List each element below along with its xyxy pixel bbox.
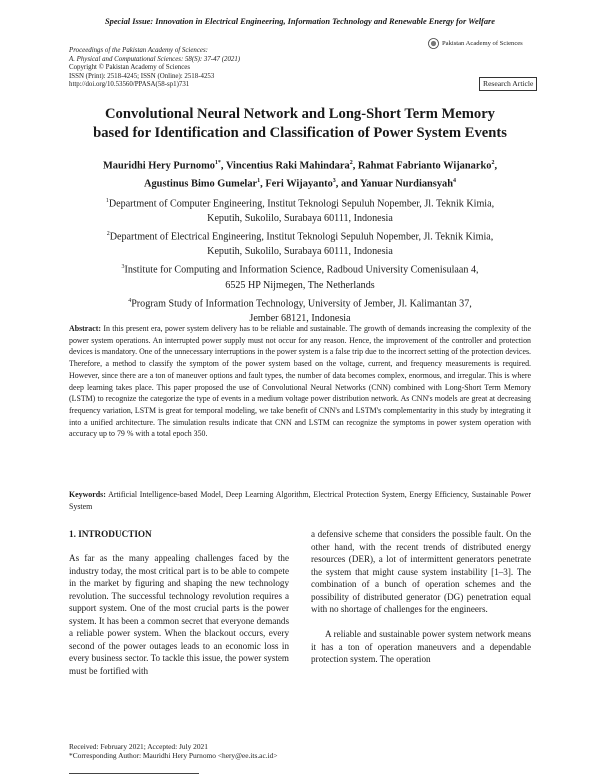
author-sup: 1* [214,160,221,166]
title-line-1: Convolutional Neural Network and Long-Short Term Memory [105,106,495,122]
intro-column-right [311,528,531,666]
keywords-label: Keywords: [69,490,106,499]
intro-column-left: As far as the many appealing challenges faced by the industry today, the most critical part is to be able to compete in the market by figuring and shaping the new technology revolution. The successful technology revolution requires a support system. One of the most crucial parts is the power system. It has been a common secret that everyone demands a reliable power system. When the blackout occurs, every second of the power outages leads to an economic loss in every business sector. To tackle this issue, the power system must be fortified with [69,553,289,676]
affiliation-line: $^1$Department of Computer Engineering, Institut Teknologi Sepuluh Nopember, Jl. Teknik Kimia, [105,198,495,210]
corresponding-author: *Corresponding Author: Mauridhi Hery Purnomo <hery@ee.its.ac.id> [69,751,278,761]
author-list: Mauridhi Hery Purnomo$^{1*}$, Vincentius Raki Mahindara$^2$, Rahmat Fabrianto Wijanarko$^2$, Agustinus Bimo Gumelar$^1$, Feri Wijayanto$^3$, and Yanuar Nurdiansyah$^4$ [102,160,498,190]
abstract-text: In this present era, power system delivery has to be reliable and sustainable. The growth of demands increasing the complexity of the power system operations. An interrupted power supply must not occur for any reason. Hence, the improvement of the controller and protection devices is mandatory. One of the unnecessary interruptions in the power system is a false trip due to the incorrect setting of the protection devices. Therefore, a method to classify the symptom of the power system based on the voltage, current, and frequency measurements is required. However, since there are a ton of maneuver options and fault types, the number of data becomes complex, enormous, and irregular. This is where deep learning takes place. This paper proposed the use of Convolutional Neural Networks (CNN) combined with Long-Short Term Memory (LSTM) to recognize the categorize the type of events in a medium voltage power distribution network. As CNN's models are great at decreasing frequency variation, LSTM is great for temporal modeling, we take benefit of CNN's and LSTM's complementarity in this study by integrating it into a unified architecture. The simulation results indicate that CNN and LSTM can recognize the symptoms in power system operation with accuracy up to 79 % with a total epoch 350. [69,324,531,439]
article-type-badge: Research Article [479,77,537,91]
affiliation-line: $^4$Program Study of Information Technology, University of Jember, Jl. Kalimantan 37, [128,297,472,309]
author-name: Yanuar Nurdiansyah [359,178,454,190]
author-sup: 2 [349,160,353,166]
affiliations [60,194,540,327]
author-name: Agustinus Bimo Gumelar [143,178,258,190]
issn-line: ISSN (Print): 2518-4245; ISSN (Online): 2518-4253 [69,72,215,80]
author-name: Rahmat Fabrianto Wijanarko [357,160,492,172]
author-name: Mauridhi Hery Purnomo [102,160,215,172]
author-sup: 2 [491,160,495,166]
affiliation-line: $^2$Department of Electrical Engineering, Institut Teknologi Sepuluh Nopember, Jl. Teknik Kimia, [106,231,494,243]
proceedings-line2: A. Physical and Computational Sciences: 58(S): 37-47 (2021) [69,55,241,63]
paper-title [60,105,540,143]
keywords-text: Artificial Intelligence-based Model, Deep Learning Algorithm, Electrical Protection System, Energy Efficiency, Sustainable Power System [69,490,531,511]
paragraph: A reliable and sustainable power system network means it has a ton of operation maneuvers and a dependable protection system. The operation [311,629,531,664]
affiliation-line: $^3$Institute for Computing and Information Science, Radboud University Comenisulaan 4, [121,264,479,276]
affiliation-line: Jember 68121, Indonesia [249,312,351,324]
affiliation-line: 6525 HP Nijmegen, The Netherlands [225,279,375,291]
title-line-2: based for Identification and Classification of Power System Events [93,125,507,141]
received-line: Received: February 2021; Accepted: July 2021 [69,742,208,751]
academy-name: Pakistan Academy of Sciences [442,40,523,47]
special-issue-banner: Special Issue: Innovation in Electrical Engineering, Information Technology and Renewable Energy for Welfare [104,17,495,26]
author-name: Vincentius Raki Mahindara [225,160,350,172]
footnote-divider [69,773,199,774]
abstract [69,323,531,440]
affiliation-line: Keputih, Sukolilo, Surabaya 60111, Indonesia [207,246,393,258]
paragraph: a defensive scheme that considers the possible fault. On the other hand, with the recent trends of distributed energy resources (DER), a lot of intermittent generators penetrate the system that might cause system instability [1–3]. The combination of a bunch of operation schemes and the possibility of distributed generator (DG) penetration equal with no shortage of challenges for the engineers. [311,529,531,614]
footnotes [69,742,278,760]
copyright-line: Copyright © Pakistan Academy of Sciences [69,64,191,72]
affiliation-line: Keputih, Sukolilo, Surabaya 60111, Indonesia [207,213,393,225]
author-and: and [340,178,358,190]
author-sup: 1 [257,177,261,184]
author-name: Feri Wijayanto [265,178,333,190]
doi-link[interactable]: http://doi.org/10.53560/PPASA(58-sp1)731 [69,81,190,89]
keywords [69,489,531,512]
section-heading: 1. INTRODUCTION [69,529,152,539]
academy-logo-icon [428,38,439,49]
proceedings-info [69,47,369,90]
proceedings-line1: Proceedings of the Pakistan Academy of Sciences: [69,47,208,54]
abstract-label: Abstract: [69,324,101,333]
author-sup: 4 [453,177,457,184]
author-sup: 3 [332,177,336,184]
